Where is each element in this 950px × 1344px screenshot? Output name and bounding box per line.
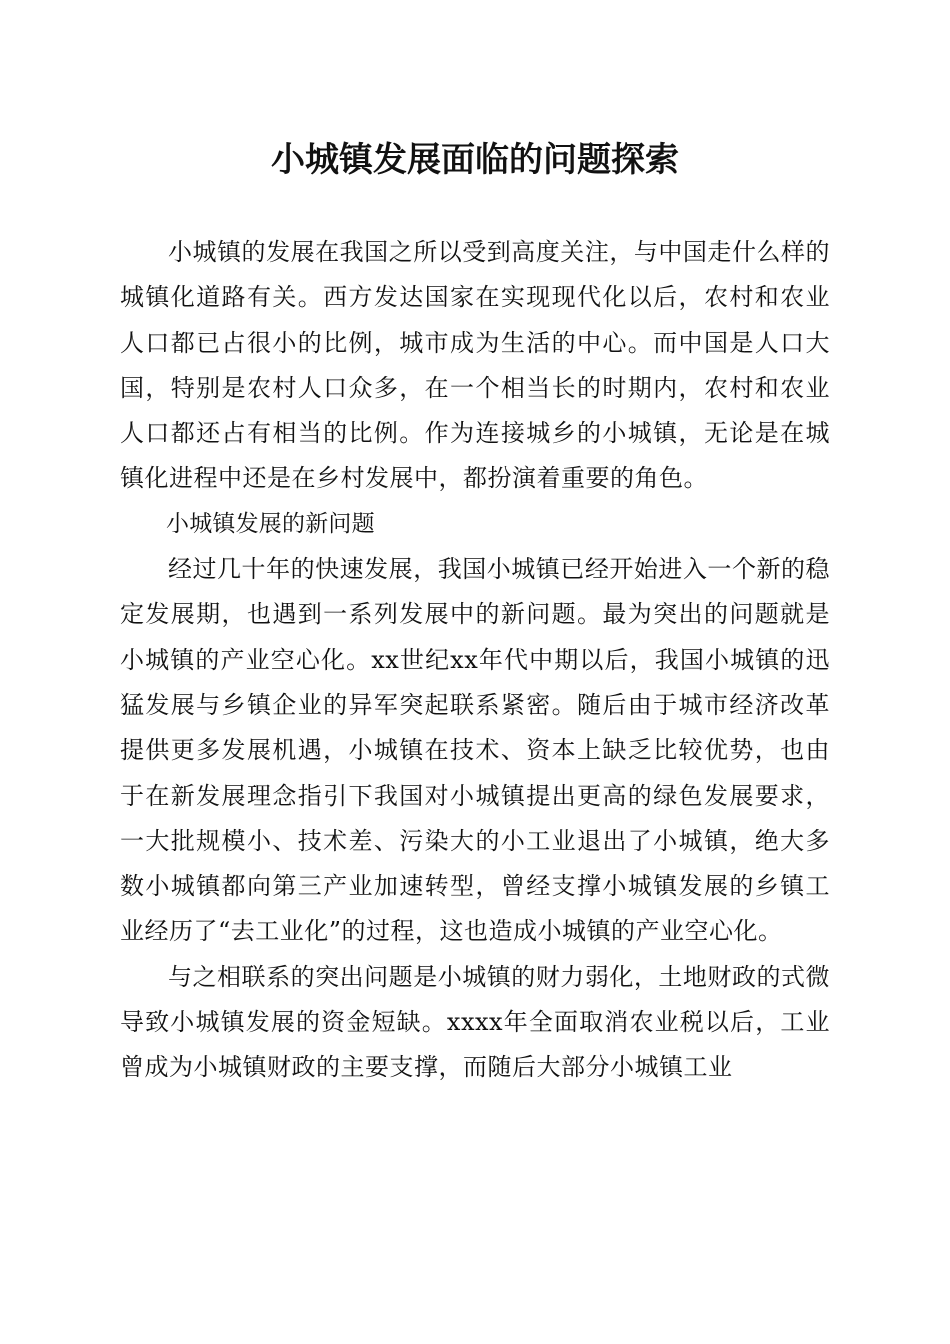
- paragraph-finance: 与之相联系的突出问题是小城镇的财力弱化，土地财政的式微导致小城镇发展的资金短缺。xxxx年全面取消农业税以后，工业曾成为小城镇财政的主要支撑，而随后大部分小城镇工业: [120, 962, 830, 1082]
- paragraph-industry: 经过几十年的快速发展，我国小城镇已经开始进入一个新的稳定发展期，也遇到一系列发展中的新问题。最为突出的问题就是小城镇的产业空心化。xx世纪xx年代中期以后，我国小城镇的迅猛发展与乡镇企业的异军突起联系紧密。随后由于城市经济改革提供更多发展机遇，小城镇在技术、资本上缺乏比较优势，也由于在新发展理念指引下我国对小城镇提出更高的绿色发展要求，一大批规模小、技术差、污染大的小工业退出了小城镇，绝大多数小城镇都向第三产业加速转型，曾经支撑小城镇发展的乡镇工业经历了“去工业化”的过程，这也造成小城镇的产业空心化。: [120, 555, 830, 946]
- document-body: [120, 230, 830, 1091]
- section-heading: 小城镇发展的新问题: [166, 510, 375, 537]
- document-title: 小城镇发展面临的问题探索: [271, 140, 679, 180]
- paragraph-intro: 小城镇的发展在我国之所以受到高度关注，与中国走什么样的城镇化道路有关。西方发达国家在实现现代化以后，农村和农业人口都已占很小的比例，城市成为生活的中心。而中国是人口大国，特别是农村人口众多，在一个相当长的时期内，农村和农业人口都还占有相当的比例。作为连接城乡的小城镇，无论是在城镇化进程中还是在乡村发展中，都扮演着重要的角色。: [120, 238, 830, 493]
